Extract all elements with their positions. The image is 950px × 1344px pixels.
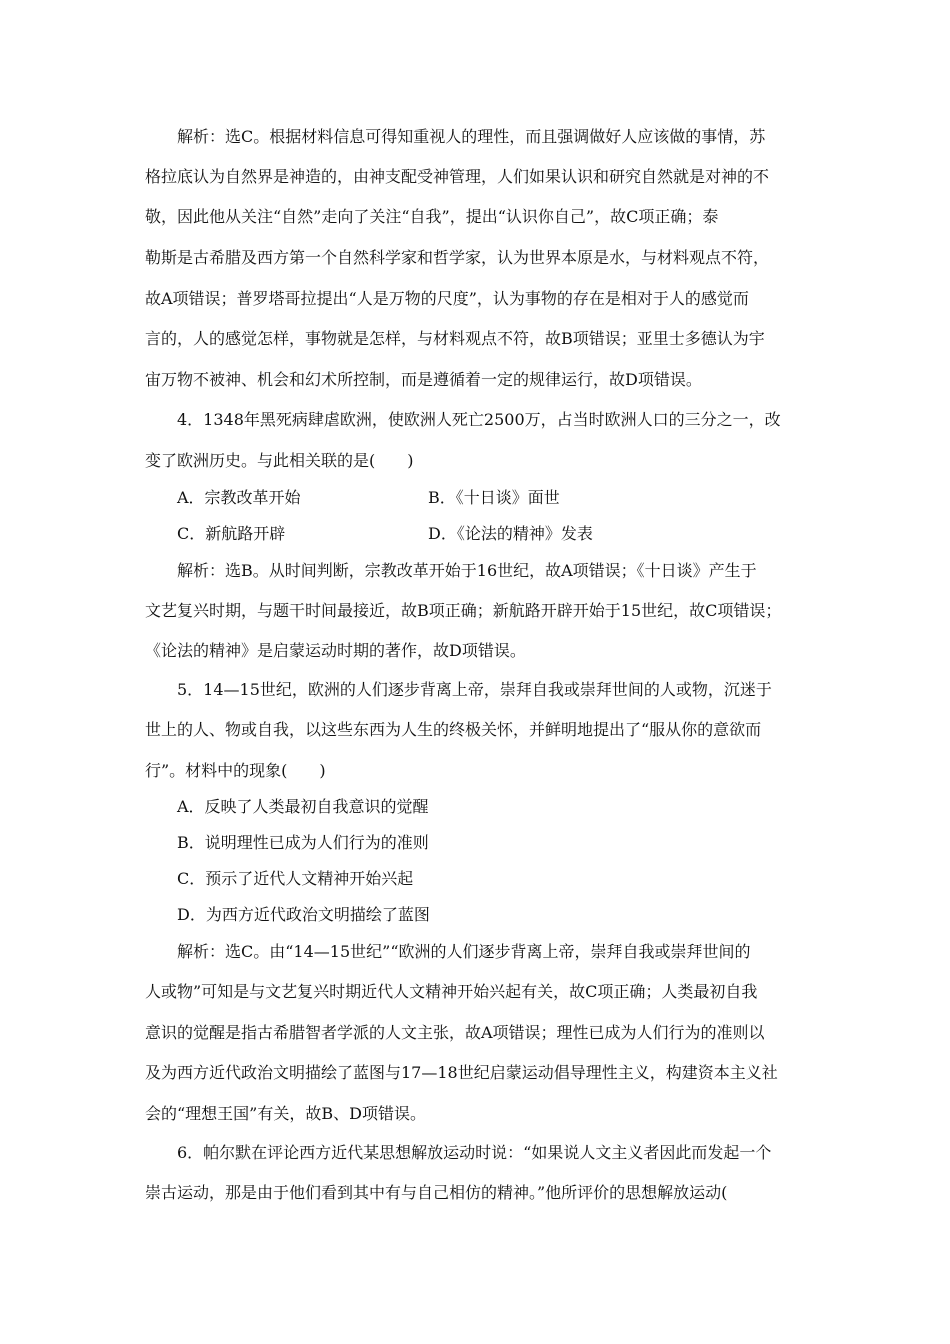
- q4-analysis-line: 解析：选B。从时间判断，宗教改革开始于16世纪，故A项错误；《十日谈》产生于: [177, 561, 757, 580]
- q3-analysis-line: 解析：选C。根据材料信息可得知重视人的理性，而且强调做好人应该做的事情，苏: [177, 127, 766, 146]
- q5-stem: 世上的人、物或自我，以这些东西为人生的终极关怀，并鲜明地提出了“服从你的意欲而: [145, 720, 762, 739]
- q3-analysis-line: 勒斯是古希腊及西方第一个自然科学家和哲学家，认为世界本原是水，与材料观点不符，: [145, 248, 770, 267]
- q4-option-a: A．宗教改革开始: [177, 488, 301, 507]
- q4-stem: 变了欧洲历史。与此相关联的是( ): [145, 451, 414, 470]
- q3-analysis-line: 故A项错误；普罗塔哥拉提出“人是万物的尺度”，认为事物的存在是相对于人的感觉而: [145, 289, 749, 308]
- q4-option-c: C．新航路开辟: [177, 524, 286, 543]
- q4-option-d: D．《论法的精神》发表: [428, 524, 593, 543]
- q5-analysis-line: 及为西方近代政治文明描绘了蓝图与17—18世纪启蒙运动倡导理性主义，构建资本主义社: [145, 1063, 778, 1082]
- q5-stem: 5．14—15世纪，欧洲的人们逐步背离上帝，崇拜自我或崇拜世间的人或物，沉迷于: [177, 680, 772, 699]
- q4-analysis-line: 《论法的精神》是启蒙运动时期的著作，故D项错误。: [145, 641, 526, 660]
- q6-stem: 6．帕尔默在评论西方近代某思想解放运动时说：“如果说人文主义者因此而发起一个: [177, 1143, 772, 1162]
- q4-stem: 4．1348年黑死病肆虐欧洲，使欧洲人死亡2500万，占当时欧洲人口的三分之一，改: [177, 410, 781, 429]
- q5-analysis-line: 解析：选C。由“14—15世纪”“欧洲的人们逐步背离上帝，崇拜自我或崇拜世间的: [177, 942, 751, 961]
- q6-stem: 崇古运动，那是由于他们看到其中有与自己相仿的精神。”他所评价的思想解放运动(: [145, 1183, 728, 1202]
- q3-analysis-line: 格拉底认为自然界是神造的，由神支配受神管理，人们如果认识和研究自然就是对神的不: [145, 167, 770, 186]
- q5-option-d: D．为西方近代政治文明描绘了蓝图: [177, 905, 430, 924]
- q3-analysis-line: 宙万物不被神、机会和幻术所控制，而是遵循着一定的规律运行，故D项错误。: [145, 370, 702, 389]
- q5-analysis-line: 人或物”可知是与文艺复兴时期近代人文精神开始兴起有关，故C项正确；人类最初自我: [145, 982, 758, 1001]
- q5-stem: 行”。材料中的现象( ): [145, 761, 326, 780]
- q5-option-b: B．说明理性已成为人们行为的准则: [177, 833, 429, 852]
- q3-analysis-line: 敬，因此他从关注“自然”走向了关注“自我”，提出“认识你自己”，故C项正确；泰: [145, 207, 719, 226]
- q4-option-b: B．《十日谈》面世: [428, 488, 560, 507]
- q4-analysis-line: 文艺复兴时期，与题干时间最接近，故B项正确；新航路开辟开始于15世纪，故C项错误；: [145, 601, 782, 620]
- q3-analysis-line: 言的，人的感觉怎样，事物就是怎样，与材料观点不符，故B项错误；亚里士多德认为宇: [145, 329, 765, 348]
- q5-option-a: A．反映了人类最初自我意识的觉醒: [177, 797, 429, 816]
- q5-option-c: C．预示了近代人文精神开始兴起: [177, 869, 414, 888]
- q5-analysis-line: 意识的觉醒是指古希腊智者学派的人文主张，故A项错误；理性已成为人们行为的准则以: [145, 1023, 765, 1042]
- q5-analysis-line: 会的“理想王国”有关，故B、D项错误。: [145, 1104, 426, 1123]
